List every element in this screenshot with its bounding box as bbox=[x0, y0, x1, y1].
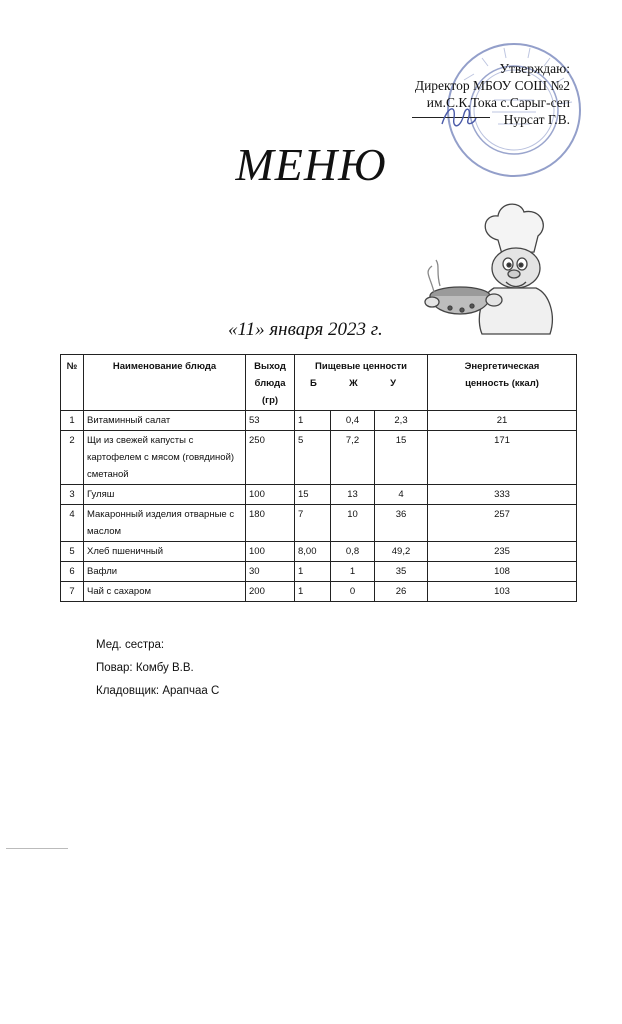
cell-name: Макаронный изделия отварные с маслом bbox=[84, 505, 246, 542]
cook-line: Повар: Комбу В.В. bbox=[96, 662, 194, 674]
header-nutrition bbox=[295, 355, 428, 411]
cell-output: 180 bbox=[246, 505, 295, 542]
cell-b: 7 bbox=[295, 505, 331, 542]
cell-b: 5 bbox=[295, 431, 331, 485]
header-num: № bbox=[61, 355, 84, 411]
table-row bbox=[61, 582, 577, 602]
approval-heading: Утверждаю: bbox=[499, 61, 570, 76]
cell-u: 15 bbox=[375, 431, 428, 485]
cell-zh: 0,8 bbox=[331, 542, 375, 562]
cell-zh: 1 bbox=[331, 562, 375, 582]
header-zh: Ж bbox=[349, 378, 358, 389]
page-title: МЕНЮ bbox=[235, 139, 387, 190]
cell-name: Витаминный салат bbox=[84, 411, 246, 431]
header-u: У bbox=[390, 378, 396, 389]
cell-num: 5 bbox=[61, 542, 84, 562]
cell-b: 15 bbox=[295, 485, 331, 505]
approval-director-name: Нурсат Г.В. bbox=[503, 112, 570, 127]
cell-zh: 10 bbox=[331, 505, 375, 542]
cell-b: 1 bbox=[295, 582, 331, 602]
cell-num: 1 bbox=[61, 411, 84, 431]
nurse-line: Мед. сестра: bbox=[96, 639, 165, 651]
cell-energy: 171 bbox=[428, 431, 577, 485]
table-row bbox=[61, 505, 577, 542]
cell-energy: 257 bbox=[428, 505, 577, 542]
cell-output: 200 bbox=[246, 582, 295, 602]
scan-edge-line bbox=[6, 848, 68, 849]
cell-name: Хлеб пшеничный bbox=[84, 542, 246, 562]
cell-output: 250 bbox=[246, 431, 295, 485]
header-output-line2: блюда bbox=[254, 378, 286, 389]
cell-b: 1 bbox=[295, 411, 331, 431]
cell-b: 1 bbox=[295, 562, 331, 582]
cell-num: 6 bbox=[61, 562, 84, 582]
cell-name: Гуляш bbox=[84, 485, 246, 505]
cell-u: 35 bbox=[375, 562, 428, 582]
cell-output: 100 bbox=[246, 485, 295, 505]
cell-zh: 0,4 bbox=[331, 411, 375, 431]
header-energy-line1: Энергетическая bbox=[464, 361, 540, 372]
cell-output: 53 bbox=[246, 411, 295, 431]
approval-school: им.С.К.Тока с.Сарыг-сеп bbox=[426, 95, 570, 110]
chef-illustration bbox=[410, 196, 560, 336]
header-dish-name: Наименование блюда bbox=[84, 355, 246, 411]
menu-table bbox=[60, 354, 577, 602]
header-nutrition-sub bbox=[298, 375, 424, 392]
cell-name: Вафли bbox=[84, 562, 246, 582]
cell-zh: 13 bbox=[331, 485, 375, 505]
cell-u: 49,2 bbox=[375, 542, 428, 562]
cell-energy: 103 bbox=[428, 582, 577, 602]
cell-energy: 21 bbox=[428, 411, 577, 431]
cell-output: 30 bbox=[246, 562, 295, 582]
header-output bbox=[246, 355, 295, 411]
table-row bbox=[61, 485, 577, 505]
cell-name: Щи из свежей капусты с картофелем с мясом (говядиной) сметаной bbox=[84, 431, 246, 485]
header-output-line3: (гр) bbox=[261, 395, 279, 406]
cell-u: 36 bbox=[375, 505, 428, 542]
table-row bbox=[61, 542, 577, 562]
cell-zh: 7,2 bbox=[331, 431, 375, 485]
cell-output: 100 bbox=[246, 542, 295, 562]
header-b: Б bbox=[310, 378, 317, 389]
table-header-row bbox=[61, 355, 577, 411]
table-row bbox=[61, 411, 577, 431]
handwritten-signature bbox=[438, 100, 478, 134]
cell-num: 2 bbox=[61, 431, 84, 485]
header-energy-line2: ценность (ккал) bbox=[465, 378, 539, 389]
header-nutrition-title: Пищевые ценности bbox=[315, 361, 407, 372]
cell-u: 26 bbox=[375, 582, 428, 602]
approval-position: Директор МБОУ СОШ №2 bbox=[414, 78, 570, 93]
cell-energy: 333 bbox=[428, 485, 577, 505]
cell-u: 2,3 bbox=[375, 411, 428, 431]
cell-u: 4 bbox=[375, 485, 428, 505]
cell-b: 8,00 bbox=[295, 542, 331, 562]
cell-name: Чай с сахаром bbox=[84, 582, 246, 602]
storekeeper-line: Кладовщик: Арапчаа С bbox=[96, 685, 220, 697]
cell-energy: 108 bbox=[428, 562, 577, 582]
menu-date: «11» января 2023 г. bbox=[228, 319, 383, 340]
cell-num: 4 bbox=[61, 505, 84, 542]
cell-zh: 0 bbox=[331, 582, 375, 602]
table-row bbox=[61, 562, 577, 582]
table-row bbox=[61, 431, 577, 485]
cell-num: 7 bbox=[61, 582, 84, 602]
header-output-line1: Выход bbox=[254, 361, 286, 372]
cell-num: 3 bbox=[61, 485, 84, 505]
header-energy bbox=[428, 355, 577, 411]
staff-block bbox=[96, 634, 219, 703]
cell-energy: 235 bbox=[428, 542, 577, 562]
